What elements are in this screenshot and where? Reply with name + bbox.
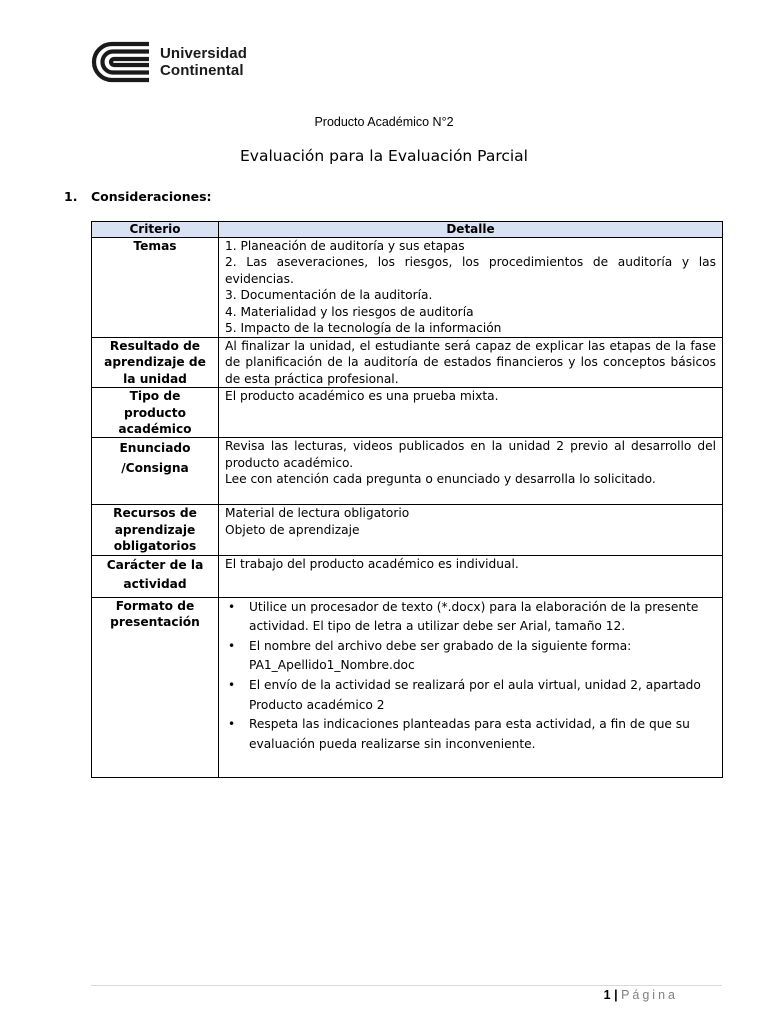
detail-line: Revisa las lecturas, videos publicados en la unidad 2 previo al desarrollo del producto académico. xyxy=(225,439,716,470)
logo-text-line1: Universidad xyxy=(160,45,247,62)
page-number: 1 xyxy=(603,988,611,1002)
detail-line: El trabajo del producto académico es individual. xyxy=(225,556,519,571)
section-title: Consideraciones: xyxy=(91,189,212,204)
detail-line: 4. Materialidad y los riesgos de auditoría xyxy=(225,304,474,319)
list-item: • El nombre del archivo debe ser grabado de la siguiente forma: PA1_Apellido1_Nombre.doc xyxy=(225,637,716,676)
detail-cell xyxy=(219,555,723,597)
criterion-cell: Tipo de producto académico xyxy=(92,388,219,438)
detail-cell xyxy=(219,338,723,388)
detail-line: 3. Documentación de la auditoría. xyxy=(225,288,433,303)
criterion-cell: Carácter de la actividad xyxy=(92,555,219,597)
criterion-cell: Temas xyxy=(92,238,219,338)
footer-divider xyxy=(91,985,722,986)
detail-cell xyxy=(219,388,723,438)
considerations-table xyxy=(91,221,723,778)
page-separator: | xyxy=(614,988,618,1002)
university-logo xyxy=(91,41,247,83)
detail-cell xyxy=(219,505,723,555)
table-row-tipo xyxy=(92,388,723,438)
column-header-criterio: Criterio xyxy=(92,222,219,238)
logo-text-line2: Continental xyxy=(160,62,244,79)
detail-cell xyxy=(219,238,723,338)
document-subtitle: Producto Académico N°2 xyxy=(314,115,454,129)
section-number: 1. xyxy=(64,189,78,204)
table-row-caracter xyxy=(92,555,723,597)
list-item: • Utilice un procesador de texto (*.docx) para la elaboración de la presente actividad. El tipo de letra a utilizar debe ser Arial, tamaño 12. xyxy=(225,598,716,637)
table-row-enunciado xyxy=(92,438,723,505)
criterion-cell: Resultado de aprendizaje de la unidad xyxy=(92,338,219,388)
detail-cell xyxy=(219,597,723,777)
detail-cell xyxy=(219,438,723,505)
criterion-cell: Formato de presentación xyxy=(92,597,219,777)
detail-line: 5. Impacto de la tecnología de la información xyxy=(225,321,502,336)
table-row-recursos xyxy=(92,505,723,555)
table-row-formato xyxy=(92,597,723,777)
table-row-temas xyxy=(92,238,723,338)
detail-line: 1. Planeación de auditoría y sus etapas xyxy=(225,239,465,253)
table-header-row xyxy=(92,222,723,238)
detail-line: El producto académico es una prueba mixta. xyxy=(225,389,499,404)
section-heading xyxy=(64,189,212,204)
page-label: Página xyxy=(621,988,678,1002)
university-logo-icon xyxy=(91,41,151,83)
detail-line: Objeto de aprendizaje xyxy=(225,522,360,537)
table-row-resultado xyxy=(92,338,723,388)
document-title: Evaluación para la Evaluación Parcial xyxy=(240,147,528,165)
criterion-cell: Recursos de aprendizaje obligatorios xyxy=(92,505,219,555)
format-bullet-list xyxy=(225,598,716,755)
page-footer xyxy=(604,988,678,1002)
criterion-cell: Enunciado /Consigna xyxy=(92,438,219,505)
detail-line: Material de lectura obligatorio xyxy=(225,506,410,521)
list-item: • El envío de la actividad se realizará por el aula virtual, unidad 2, apartado Producto académico 2 xyxy=(225,676,716,715)
detail-line: 2. Las aseveraciones, los riesgos, los procedimientos de auditoría y las evidencias. xyxy=(225,255,716,286)
column-header-detalle: Detalle xyxy=(219,222,723,238)
detail-line: Al finalizar la unidad, el estudiante será capaz de explicar las etapas de la fase de planificación de la auditoría de estados financieros y los conceptos básicos de esta práctica profesional. xyxy=(225,339,716,386)
list-item: • Respeta las indicaciones planteadas para esta actividad, a fin de que su evaluación pueda realizarse sin inconveniente. xyxy=(225,715,716,754)
detail-line: Lee con atención cada pregunta o enunciado y desarrolla lo solicitado. xyxy=(225,472,656,487)
